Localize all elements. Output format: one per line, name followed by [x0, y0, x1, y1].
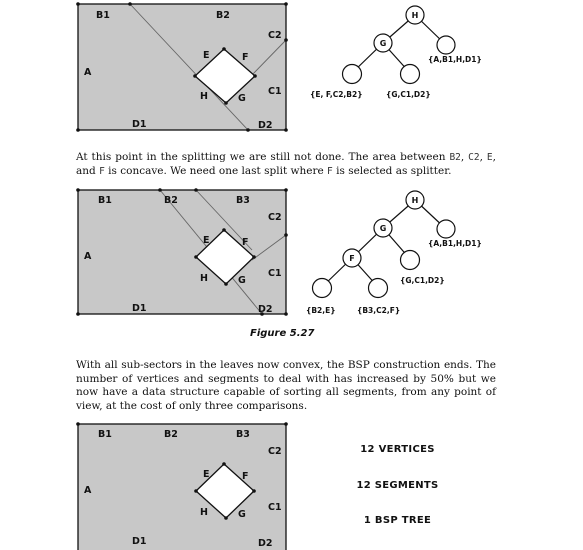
label-a-2: A: [84, 251, 92, 262]
map-diagram-2: [76, 188, 288, 316]
label-d2-3: D2: [258, 538, 273, 549]
label-b3-3: B3: [236, 429, 250, 440]
map-diagram-3: [76, 422, 288, 550]
label-f: F: [242, 52, 249, 63]
para1-code-e: E: [486, 152, 493, 163]
para1-code-f2: F: [327, 165, 333, 177]
para1-code-f: F: [99, 165, 105, 177]
paragraph-concave: [76, 151, 496, 178]
para1-text-b: is concave. We need one last split where: [104, 164, 328, 177]
para1-code-c2: C2: [468, 152, 480, 163]
label-b1: B1: [96, 10, 110, 21]
para1-sep-3: , and: [76, 151, 496, 177]
label-c2-2: C2: [268, 212, 282, 223]
tree2-label-h: H: [411, 196, 419, 205]
figure-caption: Figure 5.27: [250, 328, 315, 339]
para1-text-c: is selected as splitter.: [332, 164, 452, 177]
tree2-leaf-text-1: {A,B1,H,D1}: [428, 239, 482, 248]
tree1-leaf-2: [343, 65, 362, 84]
bsp-tree-1: [343, 6, 456, 84]
paragraph-conclusion: With all sub-sectors in the leaves now convex, the BSP construction ends. The number of vertices and segments to deal with has increased by 50% but we now have a data structure capable of sorting all segments, from any point of view, at the cost of only three comparisons.: [76, 359, 496, 412]
label-c1-2: C1: [268, 268, 282, 279]
tree2-leaf-text-4: {B3,C2,F}: [357, 306, 401, 315]
tree1-leaf-1: [437, 36, 455, 54]
tree2-label-g: G: [379, 224, 387, 233]
tree2-leaf-4: [369, 279, 388, 298]
stat-vertices: 12 VERTICES: [360, 444, 435, 455]
label-d1-3: D1: [132, 536, 147, 547]
para1-code-b2: B2: [449, 152, 461, 163]
label-c1: C1: [268, 86, 282, 97]
label-c2-3: C2: [268, 446, 282, 457]
label-c2: C2: [268, 30, 282, 41]
tree2-leaf-text-2: {G,C1,D2}: [400, 276, 445, 285]
map-diagram-1: [76, 2, 288, 132]
label-b3-2: B3: [236, 195, 250, 206]
label-b1-2: B1: [98, 195, 112, 206]
label-f-3: F: [242, 471, 249, 482]
map-area-2: [78, 190, 286, 314]
label-b2-2: B2: [164, 195, 178, 206]
label-b1-3: B1: [98, 429, 112, 440]
label-g: G: [238, 93, 246, 104]
map-area-3: [78, 424, 286, 550]
stat-bsp-tree: 1 BSP TREE: [363, 515, 432, 526]
tree2-leaf-text-3: {B2,E}: [306, 306, 336, 315]
map-area-1: [78, 4, 286, 130]
label-g-2: G: [238, 275, 246, 286]
label-a: A: [84, 67, 92, 78]
label-b2: B2: [216, 10, 230, 21]
tree1-leaf-3: [401, 65, 420, 84]
tree1-label-h: H: [411, 11, 419, 20]
label-g-3: G: [238, 509, 246, 520]
tree2-label-f: F: [349, 254, 355, 263]
tree1-label-g: G: [379, 39, 387, 48]
tree2-leaf-1: [437, 220, 455, 238]
label-d1: D1: [132, 119, 147, 130]
label-e-3: E: [203, 469, 210, 480]
tree1-leaf-text-1: {A,B1,H,D1}: [428, 55, 482, 64]
tree2-leaf-3: [313, 279, 332, 298]
para1-sep-2: ,: [479, 151, 487, 163]
label-f-2: F: [242, 237, 249, 248]
label-e: E: [203, 50, 210, 61]
label-d1-2: D1: [132, 303, 147, 314]
para1-text-a: At this point in the splitting we are still not done. The area between: [76, 151, 450, 163]
para1-sep-1: ,: [460, 151, 469, 163]
tree2-leaf-2: [401, 251, 420, 270]
label-h: H: [200, 91, 208, 102]
label-h-2: H: [200, 273, 208, 284]
label-b2-3: B2: [164, 429, 178, 440]
label-d2: D2: [258, 120, 273, 131]
label-a-3: A: [84, 485, 92, 496]
tree1-leaf-text-3: {G,C1,D2}: [386, 90, 431, 99]
tree1-leaf-text-2: {E, F,C2,B2}: [310, 90, 363, 99]
label-h-3: H: [200, 507, 208, 518]
stat-segments: 12 SEGMENTS: [356, 480, 439, 491]
label-d2-2: D2: [258, 304, 273, 315]
label-c1-3: C1: [268, 502, 282, 513]
label-e-2: E: [203, 235, 210, 246]
